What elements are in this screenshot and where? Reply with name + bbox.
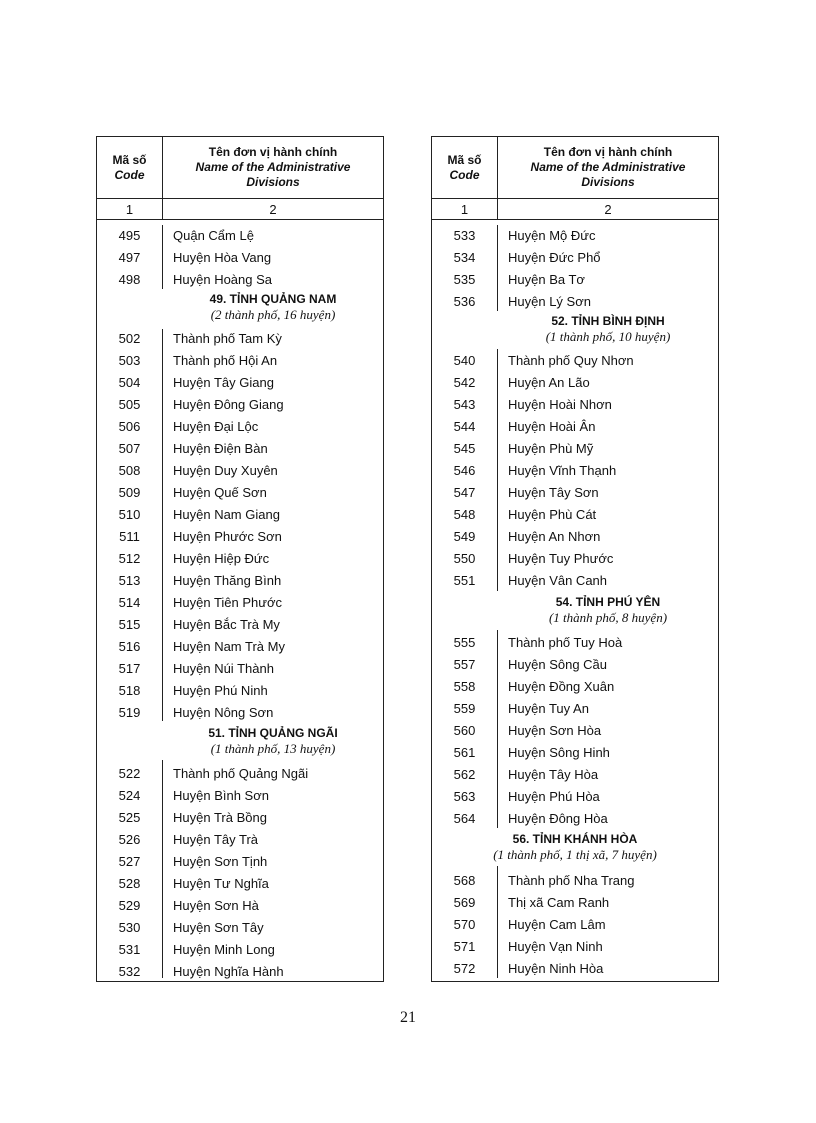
table-row — [97, 591, 383, 613]
division-name: Huyện Mộ Đức — [508, 228, 596, 243]
table-row — [97, 872, 383, 894]
division-name: Huyện Phước Sơn — [173, 529, 282, 544]
table-row — [432, 719, 718, 741]
table-row — [432, 349, 718, 371]
division-code: 513 — [118, 573, 141, 588]
division-code: 548 — [453, 507, 476, 522]
name-header-vi: Tên đơn vị hành chính — [543, 145, 673, 159]
division-code: 546 — [453, 463, 476, 478]
division-name: Huyện Phú Hòa — [508, 789, 600, 804]
division-code: 568 — [453, 873, 476, 888]
division-code: 505 — [118, 397, 141, 412]
division-code: 519 — [118, 705, 141, 720]
table-row — [432, 785, 718, 807]
table-row — [97, 481, 383, 503]
name-header — [498, 137, 718, 198]
table-row — [97, 613, 383, 635]
division-code: 524 — [118, 788, 141, 803]
table-row — [97, 894, 383, 916]
division-code: 497 — [118, 250, 141, 265]
province-subtitle: (1 thành phố, 13 huyện) — [210, 741, 336, 756]
division-name: Huyện Duy Xuyên — [173, 463, 278, 478]
table-row — [432, 869, 718, 891]
province-subtitle: (1 thành phố, 1 thị xã, 7 huyện) — [493, 847, 657, 862]
division-code: 518 — [118, 683, 141, 698]
code-header-en: Code — [449, 167, 480, 182]
division-code: 528 — [118, 876, 141, 891]
table-row — [432, 913, 718, 935]
table-row — [97, 850, 383, 872]
division-name: Huyện Sông Cầu — [508, 657, 608, 672]
division-code: 571 — [453, 939, 476, 954]
name-header-en-2: Divisions — [581, 175, 635, 189]
division-code: 508 — [118, 463, 141, 478]
province-subtitle: (1 thành phố, 10 huyện) — [545, 329, 671, 344]
division-name: Huyện An Nhơn — [508, 529, 601, 544]
division-code: 545 — [453, 441, 476, 456]
division-code: 564 — [453, 811, 476, 826]
table-row — [432, 741, 718, 763]
division-name: Huyện Ninh Hòa — [508, 961, 604, 976]
table-row — [432, 891, 718, 913]
table-row — [97, 415, 383, 437]
division-code: 511 — [119, 529, 140, 544]
division-name: Huyện Hoài Nhơn — [508, 397, 612, 412]
division-code: 503 — [118, 353, 141, 368]
table-row — [97, 635, 383, 657]
province-title: 54. TỈNH PHÚ YÊN — [555, 595, 661, 609]
division-code: 534 — [453, 250, 476, 265]
division-name: Thành phố Quảng Ngãi — [173, 766, 309, 781]
division-code: 549 — [453, 529, 476, 544]
province-title: 56. TỈNH KHÁNH HÒA — [512, 832, 638, 846]
division-code: 506 — [118, 419, 141, 434]
division-name: Huyện Sơn Tây — [173, 920, 264, 935]
table-row — [97, 828, 383, 850]
column-number-2: 2 — [269, 202, 277, 217]
division-code: 550 — [453, 551, 476, 566]
table-header — [97, 137, 383, 199]
table-row — [432, 290, 718, 312]
table-row — [97, 224, 383, 246]
division-code: 527 — [118, 854, 141, 869]
division-name: Huyện Đại Lộc — [173, 419, 259, 434]
division-name: Huyện Sơn Hà — [173, 898, 259, 913]
table-row — [432, 459, 718, 481]
division-name: Huyện An Lão — [508, 375, 590, 390]
table-row — [97, 679, 383, 701]
division-name: Huyện Hiệp Đức — [173, 551, 270, 566]
table-row — [97, 784, 383, 806]
division-code: 529 — [118, 898, 141, 913]
division-name: Huyện Hòa Vang — [173, 250, 272, 265]
division-code: 533 — [453, 228, 476, 243]
name-header — [163, 137, 383, 198]
province-title: 49. TỈNH QUẢNG NAM — [209, 292, 337, 306]
division-code: 555 — [453, 635, 476, 650]
division-name: Huyện Đông Giang — [173, 397, 284, 412]
province-heading — [163, 725, 383, 756]
division-code: 562 — [453, 767, 476, 782]
table-row — [432, 503, 718, 525]
code-header — [97, 137, 163, 198]
division-name: Thành phố Tuy Hoà — [508, 635, 623, 650]
division-code: 559 — [453, 701, 476, 716]
table-row — [432, 393, 718, 415]
table-row — [97, 938, 383, 960]
division-name: Huyện Vĩnh Thạnh — [508, 463, 617, 478]
division-code: 512 — [118, 551, 141, 566]
division-name: Huyện Sơn Hòa — [508, 723, 602, 738]
division-name: Huyện Sông Hinh — [508, 745, 610, 760]
name-header-en-2: Divisions — [246, 175, 300, 189]
table-row — [97, 525, 383, 547]
division-name: Huyện Cam Lâm — [508, 917, 606, 932]
division-code: 502 — [118, 331, 141, 346]
division-name: Huyện Vạn Ninh — [508, 939, 603, 954]
division-code: 510 — [118, 507, 141, 522]
column-number-row — [432, 199, 718, 220]
division-name: Thành phố Nha Trang — [508, 873, 635, 888]
division-code: 569 — [453, 895, 476, 910]
table-row — [432, 481, 718, 503]
table-row — [432, 631, 718, 653]
division-code: 509 — [118, 485, 141, 500]
table-row — [97, 569, 383, 591]
name-header-vi: Tên đơn vị hành chính — [208, 145, 338, 159]
left-table — [96, 136, 384, 982]
column-divider — [497, 137, 498, 220]
division-name: Huyện Lý Sơn — [508, 294, 591, 309]
province-heading — [498, 313, 718, 344]
division-name: Huyện Tuy An — [508, 701, 589, 716]
division-name: Thành phố Hội An — [173, 353, 278, 368]
division-name: Huyện Tây Trà — [173, 832, 259, 847]
division-code: 495 — [118, 228, 141, 243]
division-name: Huyện Phú Ninh — [173, 683, 268, 698]
table-row — [432, 957, 718, 979]
province-heading — [498, 594, 718, 625]
division-name: Huyện Đức Phổ — [508, 250, 601, 265]
division-code: 526 — [118, 832, 141, 847]
division-name: Huyện Tây Sơn — [508, 485, 599, 500]
division-name: Huyện Nghĩa Hành — [173, 964, 284, 979]
division-name: Huyện Nông Sơn — [173, 705, 274, 720]
division-name: Huyện Đông Hòa — [508, 811, 608, 826]
division-name: Thành phố Tam Kỳ — [173, 331, 282, 346]
division-code: 504 — [118, 375, 141, 390]
division-name: Huyện Tiên Phước — [173, 595, 283, 610]
division-code: 535 — [453, 272, 476, 287]
division-name: Huyện Bình Sơn — [173, 788, 269, 803]
table-row — [97, 762, 383, 784]
code-header-vi: Mã số — [112, 152, 147, 167]
code-header — [432, 137, 498, 198]
table-row — [432, 437, 718, 459]
division-code: 514 — [118, 595, 141, 610]
division-code: 547 — [453, 485, 476, 500]
column-number-1: 1 — [125, 202, 134, 217]
division-name: Huyện Hoàng Sa — [173, 272, 273, 287]
division-code: 551 — [453, 573, 476, 588]
table-header — [432, 137, 718, 199]
division-code: 544 — [453, 419, 476, 434]
division-code: 572 — [453, 961, 476, 976]
division-name: Huyện Trà Bồng — [173, 810, 267, 825]
division-name: Huyện Điện Bàn — [173, 441, 268, 456]
province-heading — [432, 831, 718, 862]
division-code: 517 — [118, 661, 141, 676]
division-code: 516 — [118, 639, 141, 654]
table-row — [97, 503, 383, 525]
division-name: Huyện Tuy Phước — [508, 551, 614, 566]
division-code: 570 — [453, 917, 476, 932]
division-code: 515 — [118, 617, 141, 632]
table-row — [97, 371, 383, 393]
table-row — [432, 653, 718, 675]
division-name: Quận Cẩm Lệ — [173, 228, 254, 243]
division-code: 530 — [118, 920, 141, 935]
table-row — [97, 657, 383, 679]
table-row — [97, 547, 383, 569]
division-name: Huyện Vân Canh — [508, 573, 608, 588]
table-row — [97, 437, 383, 459]
division-name: Huyện Minh Long — [173, 942, 275, 957]
division-code: 532 — [118, 964, 141, 979]
division-code: 561 — [453, 745, 476, 760]
table-row — [432, 675, 718, 697]
division-name: Thành phố Quy Nhơn — [508, 353, 634, 368]
table-row — [97, 349, 383, 371]
division-name: Huyện Nam Giang — [173, 507, 280, 522]
table-row — [432, 371, 718, 393]
column-number-2: 2 — [604, 202, 612, 217]
table-row — [97, 268, 383, 290]
page-number: 21 — [400, 1009, 416, 1026]
table-row — [432, 763, 718, 785]
division-name: Huyện Bắc Trà My — [173, 617, 280, 632]
table-row — [432, 935, 718, 957]
division-code: 498 — [118, 272, 141, 287]
name-header-en-1: Name of the Administrative — [530, 160, 686, 174]
table-row — [432, 224, 718, 246]
division-name: Huyện Tư Nghĩa — [173, 876, 269, 891]
division-code: 522 — [118, 766, 141, 781]
table-row — [432, 569, 718, 591]
table-row — [97, 916, 383, 938]
table-row — [97, 246, 383, 268]
table-row — [432, 697, 718, 719]
division-name: Huyện Thăng Bình — [173, 573, 282, 588]
division-name: Huyện Tây Giang — [173, 375, 274, 390]
division-name: Huyện Ba Tơ — [508, 272, 585, 287]
table-row — [97, 960, 383, 982]
column-number-1: 1 — [460, 202, 469, 217]
division-name: Huyện Đồng Xuân — [508, 679, 615, 694]
province-heading — [163, 291, 383, 322]
table-row — [97, 701, 383, 723]
code-header-vi: Mã số — [447, 152, 482, 167]
division-name: Huyện Phù Mỹ — [508, 441, 594, 456]
table-row — [432, 415, 718, 437]
right-table — [431, 136, 719, 982]
table-row — [97, 327, 383, 349]
province-title: 52. TỈNH BÌNH ĐỊNH — [551, 314, 665, 328]
table-row — [432, 807, 718, 829]
code-header-en: Code — [114, 167, 145, 182]
province-subtitle: (1 thành phố, 8 huyện) — [548, 610, 668, 625]
division-code: 536 — [453, 294, 476, 309]
division-code: 560 — [453, 723, 476, 738]
division-name: Huyện Núi Thành — [173, 661, 274, 676]
table-row — [432, 547, 718, 569]
division-name: Huyện Nam Trà My — [173, 639, 285, 654]
division-code: 531 — [118, 942, 141, 957]
name-header-en-1: Name of the Administrative — [195, 160, 351, 174]
division-name: Thị xã Cam Ranh — [508, 895, 610, 910]
column-divider — [162, 137, 163, 220]
division-name: Huyện Hoài Ân — [508, 419, 596, 434]
table-row — [97, 459, 383, 481]
province-title: 51. TỈNH QUẢNG NGÃI — [208, 726, 338, 740]
division-code: 542 — [453, 375, 476, 390]
division-code: 557 — [453, 657, 476, 672]
table-row — [432, 525, 718, 547]
table-row — [432, 268, 718, 290]
division-code: 525 — [118, 810, 141, 825]
column-number-row — [97, 199, 383, 220]
division-code: 543 — [453, 397, 476, 412]
division-name: Huyện Phù Cát — [508, 507, 597, 522]
division-name: Huyện Quế Sơn — [173, 485, 267, 500]
table-row — [432, 246, 718, 268]
division-code: 558 — [453, 679, 476, 694]
table-row — [97, 393, 383, 415]
province-subtitle: (2 thành phố, 16 huyện) — [210, 307, 336, 322]
division-code: 507 — [118, 441, 141, 456]
division-name: Huyện Tây Hòa — [508, 767, 599, 782]
table-row — [97, 806, 383, 828]
division-code: 563 — [453, 789, 476, 804]
division-name: Huyện Sơn Tịnh — [173, 854, 268, 869]
division-code: 540 — [453, 353, 476, 368]
